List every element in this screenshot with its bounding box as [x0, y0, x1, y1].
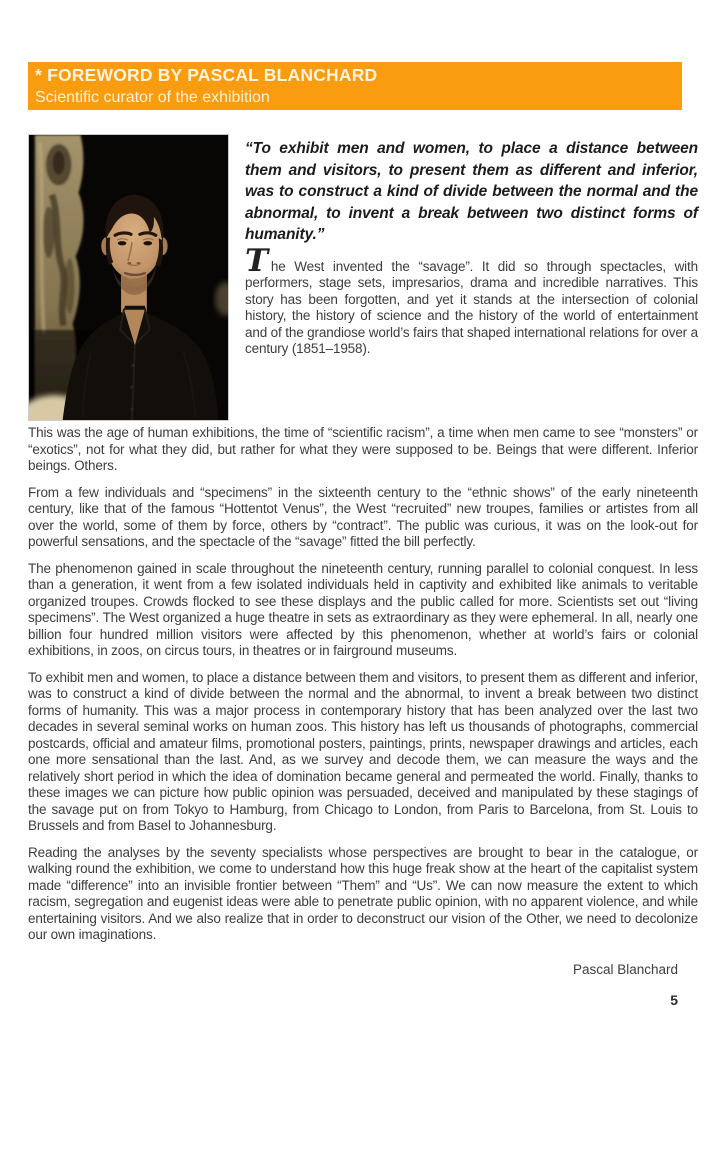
banner-title: * FOREWORD BY PASCAL BLANCHARD — [35, 65, 378, 85]
body-paragraph-2: From a few individuals and “specimens” in the sixteenth century to the “ethnic shows” of the early nineteenth century, like that of the famous “Hottentot Venus”, the West “recruited” new troupes, families or artistes from all over the world, some of them by force, others by “contract”. The public was curious, it was on the look-out for powerful sensations, and the spectacle of the “savage” fitted the bill perfectly. — [28, 484, 698, 549]
signature: Pascal Blanchard — [572, 961, 678, 977]
foreword-banner — [28, 62, 682, 110]
intro-section — [28, 134, 698, 421]
body-paragraph-4: To exhibit men and women, to place a distance between them and visitors, to present them as different and inferior, was to construct a kind of divide between the normal and the abnormal, to invent a break between two distinct forms of humanity. This was a major process in contemporary history that has been analyzed over the last two decades in several seminal works on human zoos. This history has left us thousands of photographs, commercial postcards, official and amateur films, promotional posters, paintings, prints, newspaper drawings and articles, each one more sensational than the last. And, as we survey and decode them, we can measure the ways and the relatively short period in which the idea of domination became general and permeated the world. Finally, thanks to these images we can picture how public opinion was persuaded, deceived and manipulated by these stagings of the savage put on from Tokyo to Hamburg, from Chicago to London, from Paris to Barcelona, from St. Louis to Brussels and from Basel to Johannesburg. — [28, 669, 698, 833]
page-number: 5 — [670, 991, 678, 1008]
intro-column — [245, 134, 698, 421]
portrait-illustration — [29, 135, 228, 420]
banner-subtitle: Scientific curator of the exhibition — [35, 89, 270, 106]
portrait-photo — [28, 134, 229, 421]
pull-quote: “To exhibit men and women, to place a distance between them and visitors, to present them as different and inferior, was to construct a kind of divide between the normal and the abnormal, to invent a break between two distinct forms of humanity.” — [245, 140, 698, 243]
body-paragraph-5: Reading the analyses by the seventy specialists whose perspectives are brought to bear in the catalogue, or walking round the exhibition, we come to understand how this huge freak show at the heart of the capitalist system made “difference” into an invisible frontier between “Them” and “Us”. We can now measure the extent to which racism, segregation and eugenist ideas were able to penetrate public opinion, with no apparent violence, and while entertaining visitors. And we also realize that in order to deconstruct our vision of the Other, we need to decolonize our own imaginations. — [28, 844, 698, 942]
page-content — [28, 134, 698, 1008]
body-paragraph-3: The phenomenon gained in scale throughout the nineteenth century, running parallel to colonial conquest. In less than a generation, it went from a few isolated individuals held in captivity and exhibited like animals to veritable organized troupes. Crowds flocked to see these displays and the public called for more. Scientists set out “living specimens”. The West organized a huge theatre in sets as extraordinary as they were ephemeral. In all, nearly one billion four hundred million visitors were affected by this phenomenon, whether at world’s fairs or colonial exhibitions, in zoos, on circus tours, in theatres or in fairground museums. — [28, 560, 698, 658]
intro-text: he West invented the “savage”. It did so through spectacles, with performers, stage sets, impresarios, drama and incredible narratives. This story has been forgotten, and yet it stands at the intersection of colonial history, the history of science and the history of the world of entertainment and of the grandiose world’s fairs that shaped international relations for over a century (1851–1958). — [245, 258, 698, 356]
intro-paragraph — [245, 242, 698, 358]
body-paragraph-1: This was the age of human exhibitions, the time of “scientific racism”, a time when men came to see “monsters” or “exotics”, not for what they did, but rather for what they were supposed to be. Beings that were different. Inferior beings. Others. — [28, 425, 698, 473]
intro-dropcap: T — [245, 242, 268, 279]
